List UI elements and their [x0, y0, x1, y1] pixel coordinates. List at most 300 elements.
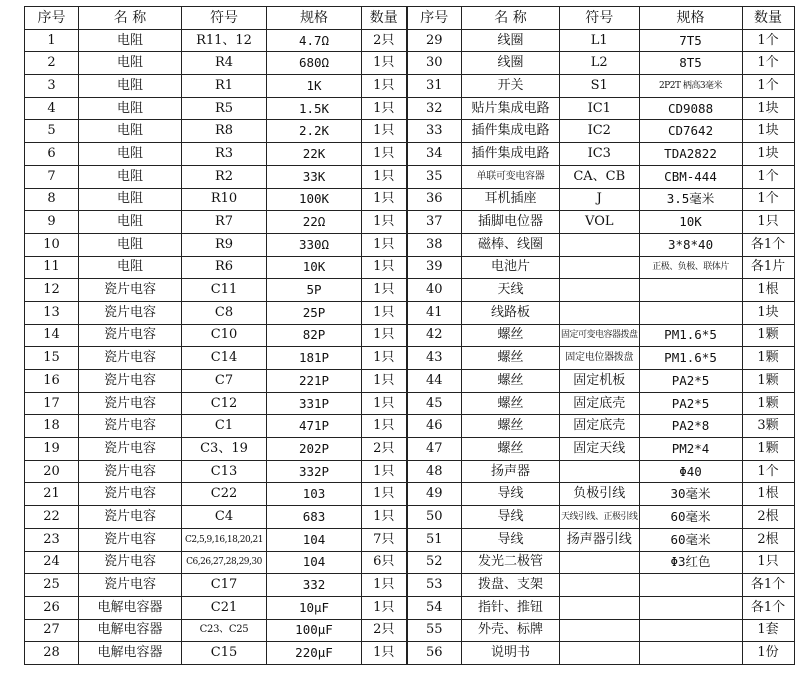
table-row — [25, 392, 795, 415]
left-spec-cell: 22Ω — [267, 211, 362, 234]
left-seq-cell: 8 — [25, 188, 79, 211]
right-symbol-cell: IC2 — [560, 120, 640, 143]
left-symbol-cell: C23、C25 — [182, 619, 267, 642]
left-qty-cell: 1只 — [362, 415, 407, 438]
left-spec-cell: 104 — [267, 528, 362, 551]
right-name-cell: 螺丝 — [462, 370, 560, 393]
left-spec-cell: 22K — [267, 143, 362, 166]
left-name-cell: 电阻 — [79, 75, 182, 98]
right-symbol-cell: 固定可变电容器拨盘 — [560, 324, 640, 347]
header-cell: 规格 — [267, 7, 362, 30]
table-row — [25, 120, 795, 143]
right-qty-cell: 1根 — [742, 483, 794, 506]
parts-list-body — [25, 7, 795, 665]
table-row — [25, 528, 795, 551]
left-seq-cell: 12 — [25, 279, 79, 302]
left-symbol-cell: C7 — [182, 370, 267, 393]
left-qty-cell: 1只 — [362, 120, 407, 143]
right-seq-cell: 41 — [407, 301, 462, 324]
right-qty-cell: 1个 — [742, 29, 794, 52]
left-qty-cell: 1只 — [362, 324, 407, 347]
left-name-cell: 瓷片电容 — [79, 279, 182, 302]
left-spec-cell: 331P — [267, 392, 362, 415]
table-row — [25, 506, 795, 529]
right-name-cell: 螺丝 — [462, 415, 560, 438]
left-name-cell: 瓷片电容 — [79, 483, 182, 506]
left-seq-cell: 1 — [25, 29, 79, 52]
left-qty-cell: 1只 — [362, 256, 407, 279]
left-seq-cell: 15 — [25, 347, 79, 370]
left-qty-cell: 1只 — [362, 596, 407, 619]
right-qty-cell: 1份 — [742, 642, 794, 665]
right-symbol-cell: VOL — [560, 211, 640, 234]
right-name-cell: 拨盘、支架 — [462, 574, 560, 597]
table-row — [25, 165, 795, 188]
right-symbol-cell: IC3 — [560, 143, 640, 166]
right-symbol-cell: 固定电位器拨盘 — [560, 347, 640, 370]
right-qty-cell: 各1个 — [742, 233, 794, 256]
header-row — [25, 7, 795, 30]
right-symbol-cell — [560, 460, 640, 483]
right-qty-cell: 1只 — [742, 211, 794, 234]
right-spec-cell: 8T5 — [639, 52, 742, 75]
right-name-cell: 磁棒、线圈 — [462, 233, 560, 256]
right-qty-cell: 1颗 — [742, 347, 794, 370]
left-seq-cell: 25 — [25, 574, 79, 597]
left-seq-cell: 21 — [25, 483, 79, 506]
right-spec-cell — [639, 279, 742, 302]
left-qty-cell: 1只 — [362, 301, 407, 324]
right-seq-cell: 43 — [407, 347, 462, 370]
right-qty-cell: 1套 — [742, 619, 794, 642]
left-spec-cell: 680Ω — [267, 52, 362, 75]
right-seq-cell: 49 — [407, 483, 462, 506]
right-symbol-cell — [560, 256, 640, 279]
table-row — [25, 483, 795, 506]
right-spec-cell: 3*8*40 — [639, 233, 742, 256]
left-spec-cell: 221P — [267, 370, 362, 393]
left-seq-cell: 23 — [25, 528, 79, 551]
right-spec-cell: PM1.6*5 — [639, 324, 742, 347]
left-spec-cell: 330Ω — [267, 233, 362, 256]
left-seq-cell: 10 — [25, 233, 79, 256]
left-spec-cell: 1.5K — [267, 97, 362, 120]
left-symbol-cell: C22 — [182, 483, 267, 506]
right-name-cell: 电池片 — [462, 256, 560, 279]
right-seq-cell: 35 — [407, 165, 462, 188]
left-spec-cell: 332 — [267, 574, 362, 597]
right-qty-cell: 3颗 — [742, 415, 794, 438]
table-row — [25, 438, 795, 461]
left-symbol-cell: R9 — [182, 233, 267, 256]
right-symbol-cell: 天线引线、正极引线 — [560, 506, 640, 529]
left-name-cell: 电阻 — [79, 165, 182, 188]
header-cell: 数量 — [362, 7, 407, 30]
left-name-cell: 电阻 — [79, 52, 182, 75]
left-qty-cell: 1只 — [362, 165, 407, 188]
left-qty-cell: 1只 — [362, 483, 407, 506]
left-qty-cell: 1只 — [362, 52, 407, 75]
left-qty-cell: 6只 — [362, 551, 407, 574]
right-name-cell: 外壳、标牌 — [462, 619, 560, 642]
left-qty-cell: 1只 — [362, 143, 407, 166]
header-cell: 符号 — [560, 7, 640, 30]
left-qty-cell: 1只 — [362, 97, 407, 120]
left-spec-cell: 33K — [267, 165, 362, 188]
left-symbol-cell: R4 — [182, 52, 267, 75]
table-row — [25, 324, 795, 347]
right-name-cell: 天线 — [462, 279, 560, 302]
right-seq-cell: 39 — [407, 256, 462, 279]
left-qty-cell: 2只 — [362, 29, 407, 52]
right-name-cell: 螺丝 — [462, 392, 560, 415]
left-symbol-cell: R8 — [182, 120, 267, 143]
header-cell: 序号 — [407, 7, 462, 30]
left-qty-cell: 1只 — [362, 279, 407, 302]
left-qty-cell: 1只 — [362, 506, 407, 529]
right-seq-cell: 31 — [407, 75, 462, 98]
left-symbol-cell: C11 — [182, 279, 267, 302]
left-symbol-cell: C13 — [182, 460, 267, 483]
right-spec-cell: CBM-444 — [639, 165, 742, 188]
left-symbol-cell: R7 — [182, 211, 267, 234]
right-name-cell: 螺丝 — [462, 347, 560, 370]
left-qty-cell: 2只 — [362, 619, 407, 642]
right-spec-cell — [639, 596, 742, 619]
right-symbol-cell — [560, 279, 640, 302]
right-spec-cell: CD7642 — [639, 120, 742, 143]
left-seq-cell: 4 — [25, 97, 79, 120]
right-symbol-cell — [560, 301, 640, 324]
right-seq-cell: 46 — [407, 415, 462, 438]
right-qty-cell: 2根 — [742, 528, 794, 551]
right-symbol-cell — [560, 619, 640, 642]
right-qty-cell: 1个 — [742, 460, 794, 483]
right-spec-cell: 正极、负极、联体片 — [639, 256, 742, 279]
right-spec-cell: PM2*4 — [639, 438, 742, 461]
left-seq-cell: 27 — [25, 619, 79, 642]
right-name-cell: 插件集成电路 — [462, 143, 560, 166]
left-symbol-cell: C1 — [182, 415, 267, 438]
right-seq-cell: 42 — [407, 324, 462, 347]
right-qty-cell: 1个 — [742, 52, 794, 75]
right-symbol-cell — [560, 596, 640, 619]
left-spec-cell: 471P — [267, 415, 362, 438]
table-row — [25, 256, 795, 279]
right-spec-cell: Φ40 — [639, 460, 742, 483]
parts-list-table — [24, 6, 795, 665]
right-spec-cell: CD9088 — [639, 97, 742, 120]
left-qty-cell: 1只 — [362, 460, 407, 483]
table-row — [25, 642, 795, 665]
left-symbol-cell: C4 — [182, 506, 267, 529]
left-seq-cell: 13 — [25, 301, 79, 324]
right-spec-cell: PA2*5 — [639, 392, 742, 415]
left-seq-cell: 22 — [25, 506, 79, 529]
left-seq-cell: 18 — [25, 415, 79, 438]
right-name-cell: 线圈 — [462, 52, 560, 75]
right-seq-cell: 45 — [407, 392, 462, 415]
right-symbol-cell: J — [560, 188, 640, 211]
table-row — [25, 347, 795, 370]
left-spec-cell: 202P — [267, 438, 362, 461]
left-name-cell: 电解电容器 — [79, 596, 182, 619]
right-name-cell: 线圈 — [462, 29, 560, 52]
table-row — [25, 233, 795, 256]
right-name-cell: 开关 — [462, 75, 560, 98]
left-symbol-cell: C15 — [182, 642, 267, 665]
right-qty-cell: 1只 — [742, 551, 794, 574]
right-qty-cell: 各1个 — [742, 596, 794, 619]
right-symbol-cell: 固定天线 — [560, 438, 640, 461]
left-seq-cell: 2 — [25, 52, 79, 75]
right-symbol-cell — [560, 551, 640, 574]
right-symbol-cell: 扬声器引线 — [560, 528, 640, 551]
left-name-cell: 瓷片电容 — [79, 370, 182, 393]
right-symbol-cell: 固定机板 — [560, 370, 640, 393]
left-qty-cell: 1只 — [362, 75, 407, 98]
right-symbol-cell — [560, 233, 640, 256]
table-row — [25, 301, 795, 324]
table-row — [25, 52, 795, 75]
header-cell: 名 称 — [462, 7, 560, 30]
right-name-cell: 指针、推钮 — [462, 596, 560, 619]
right-seq-cell: 54 — [407, 596, 462, 619]
right-symbol-cell: S1 — [560, 75, 640, 98]
table-row — [25, 551, 795, 574]
right-seq-cell: 30 — [407, 52, 462, 75]
right-name-cell: 螺丝 — [462, 438, 560, 461]
left-qty-cell: 1只 — [362, 188, 407, 211]
right-symbol-cell — [560, 642, 640, 665]
right-spec-cell: 30毫米 — [639, 483, 742, 506]
right-symbol-cell: CA、CB — [560, 165, 640, 188]
left-seq-cell: 17 — [25, 392, 79, 415]
right-spec-cell — [639, 619, 742, 642]
right-seq-cell: 37 — [407, 211, 462, 234]
left-name-cell: 电阻 — [79, 29, 182, 52]
right-qty-cell: 1个 — [742, 75, 794, 98]
right-name-cell: 插脚电位器 — [462, 211, 560, 234]
left-name-cell: 电阻 — [79, 256, 182, 279]
left-qty-cell: 1只 — [362, 233, 407, 256]
right-seq-cell: 29 — [407, 29, 462, 52]
right-seq-cell: 47 — [407, 438, 462, 461]
left-seq-cell: 7 — [25, 165, 79, 188]
left-qty-cell: 7只 — [362, 528, 407, 551]
left-name-cell: 瓷片电容 — [79, 347, 182, 370]
left-symbol-cell: C14 — [182, 347, 267, 370]
right-qty-cell: 2根 — [742, 506, 794, 529]
table-row — [25, 143, 795, 166]
right-seq-cell: 34 — [407, 143, 462, 166]
left-symbol-cell: R10 — [182, 188, 267, 211]
right-spec-cell — [639, 642, 742, 665]
table-row — [25, 279, 795, 302]
left-spec-cell: 332P — [267, 460, 362, 483]
right-spec-cell — [639, 301, 742, 324]
left-symbol-cell: R5 — [182, 97, 267, 120]
right-qty-cell: 1块 — [742, 143, 794, 166]
left-qty-cell: 1只 — [362, 347, 407, 370]
left-qty-cell: 1只 — [362, 642, 407, 665]
left-seq-cell: 26 — [25, 596, 79, 619]
right-qty-cell: 各1个 — [742, 574, 794, 597]
left-seq-cell: 11 — [25, 256, 79, 279]
table-row — [25, 97, 795, 120]
left-qty-cell: 1只 — [362, 392, 407, 415]
right-seq-cell: 52 — [407, 551, 462, 574]
header-cell: 名 称 — [79, 7, 182, 30]
right-qty-cell: 1个 — [742, 165, 794, 188]
right-seq-cell: 56 — [407, 642, 462, 665]
right-qty-cell: 1块 — [742, 301, 794, 324]
right-name-cell: 导线 — [462, 506, 560, 529]
right-spec-cell: 10K — [639, 211, 742, 234]
left-spec-cell: 181P — [267, 347, 362, 370]
table-row — [25, 188, 795, 211]
right-qty-cell: 1个 — [742, 188, 794, 211]
right-symbol-cell: 固定底壳 — [560, 392, 640, 415]
header-cell: 数量 — [742, 7, 794, 30]
right-name-cell: 扬声器 — [462, 460, 560, 483]
left-spec-cell: 5P — [267, 279, 362, 302]
left-spec-cell: 1K — [267, 75, 362, 98]
left-symbol-cell: R11、12 — [182, 29, 267, 52]
left-name-cell: 瓷片电容 — [79, 415, 182, 438]
right-spec-cell: 60毫米 — [639, 528, 742, 551]
left-seq-cell: 5 — [25, 120, 79, 143]
left-qty-cell: 1只 — [362, 211, 407, 234]
left-name-cell: 瓷片电容 — [79, 506, 182, 529]
right-qty-cell: 1块 — [742, 120, 794, 143]
right-symbol-cell: 固定底壳 — [560, 415, 640, 438]
left-name-cell: 瓷片电容 — [79, 438, 182, 461]
right-spec-cell: 60毫米 — [639, 506, 742, 529]
left-name-cell: 瓷片电容 — [79, 392, 182, 415]
left-spec-cell: 103 — [267, 483, 362, 506]
left-spec-cell: 10μF — [267, 596, 362, 619]
right-seq-cell: 55 — [407, 619, 462, 642]
left-qty-cell: 1只 — [362, 574, 407, 597]
right-spec-cell: PA2*5 — [639, 370, 742, 393]
right-qty-cell: 各1片 — [742, 256, 794, 279]
right-symbol-cell: L1 — [560, 29, 640, 52]
right-name-cell: 贴片集成电路 — [462, 97, 560, 120]
left-symbol-cell: R6 — [182, 256, 267, 279]
right-qty-cell: 1颗 — [742, 370, 794, 393]
left-symbol-cell: C3、19 — [182, 438, 267, 461]
left-seq-cell: 19 — [25, 438, 79, 461]
right-name-cell: 导线 — [462, 528, 560, 551]
header-cell: 序号 — [25, 7, 79, 30]
left-symbol-cell: R2 — [182, 165, 267, 188]
left-seq-cell: 6 — [25, 143, 79, 166]
table-row — [25, 460, 795, 483]
right-qty-cell: 1颗 — [742, 438, 794, 461]
right-symbol-cell: 负极引线 — [560, 483, 640, 506]
left-seq-cell: 24 — [25, 551, 79, 574]
right-seq-cell: 32 — [407, 97, 462, 120]
left-seq-cell: 16 — [25, 370, 79, 393]
left-name-cell: 电解电容器 — [79, 642, 182, 665]
right-spec-cell: TDA2822 — [639, 143, 742, 166]
left-name-cell: 瓷片电容 — [79, 301, 182, 324]
left-symbol-cell: C21 — [182, 596, 267, 619]
right-seq-cell: 51 — [407, 528, 462, 551]
left-symbol-cell: C8 — [182, 301, 267, 324]
right-qty-cell: 1颗 — [742, 392, 794, 415]
left-qty-cell: 2只 — [362, 438, 407, 461]
header-cell: 规格 — [639, 7, 742, 30]
left-name-cell: 电阻 — [79, 211, 182, 234]
right-name-cell: 线路板 — [462, 301, 560, 324]
left-symbol-cell: R3 — [182, 143, 267, 166]
left-symbol-cell: C12 — [182, 392, 267, 415]
left-seq-cell: 14 — [25, 324, 79, 347]
left-name-cell: 瓷片电容 — [79, 574, 182, 597]
right-spec-cell: 3.5毫米 — [639, 188, 742, 211]
table-row — [25, 415, 795, 438]
right-spec-cell: Φ3红色 — [639, 551, 742, 574]
left-spec-cell: 25P — [267, 301, 362, 324]
left-seq-cell: 3 — [25, 75, 79, 98]
left-name-cell: 电解电容器 — [79, 619, 182, 642]
right-name-cell: 插件集成电路 — [462, 120, 560, 143]
right-seq-cell: 36 — [407, 188, 462, 211]
right-spec-cell: PM1.6*5 — [639, 347, 742, 370]
left-spec-cell: 2.2K — [267, 120, 362, 143]
right-qty-cell: 1块 — [742, 97, 794, 120]
table-row — [25, 370, 795, 393]
right-symbol-cell — [560, 574, 640, 597]
right-seq-cell: 50 — [407, 506, 462, 529]
left-qty-cell: 1只 — [362, 370, 407, 393]
right-spec-cell: PA2*8 — [639, 415, 742, 438]
table-row — [25, 75, 795, 98]
right-spec-cell: 7T5 — [639, 29, 742, 52]
header-cell: 符号 — [182, 7, 267, 30]
left-name-cell: 瓷片电容 — [79, 551, 182, 574]
left-spec-cell: 10K — [267, 256, 362, 279]
right-spec-cell: 2P2T 柄高3毫米 — [639, 75, 742, 98]
left-name-cell: 瓷片电容 — [79, 324, 182, 347]
right-seq-cell: 53 — [407, 574, 462, 597]
table-row — [25, 574, 795, 597]
right-symbol-cell: IC1 — [560, 97, 640, 120]
right-qty-cell: 1颗 — [742, 324, 794, 347]
left-name-cell: 电阻 — [79, 143, 182, 166]
left-name-cell: 电阻 — [79, 97, 182, 120]
right-seq-cell: 44 — [407, 370, 462, 393]
right-name-cell: 发光二极管 — [462, 551, 560, 574]
right-seq-cell: 40 — [407, 279, 462, 302]
right-name-cell: 螺丝 — [462, 324, 560, 347]
right-name-cell: 说明书 — [462, 642, 560, 665]
left-symbol-cell: C17 — [182, 574, 267, 597]
left-spec-cell: 683 — [267, 506, 362, 529]
left-spec-cell: 82P — [267, 324, 362, 347]
table-row — [25, 29, 795, 52]
left-spec-cell: 100μF — [267, 619, 362, 642]
left-spec-cell: 220μF — [267, 642, 362, 665]
left-name-cell: 电阻 — [79, 120, 182, 143]
right-name-cell: 单联可变电容器 — [462, 165, 560, 188]
right-symbol-cell: L2 — [560, 52, 640, 75]
left-name-cell: 电阻 — [79, 188, 182, 211]
right-name-cell: 耳机插座 — [462, 188, 560, 211]
right-seq-cell: 33 — [407, 120, 462, 143]
